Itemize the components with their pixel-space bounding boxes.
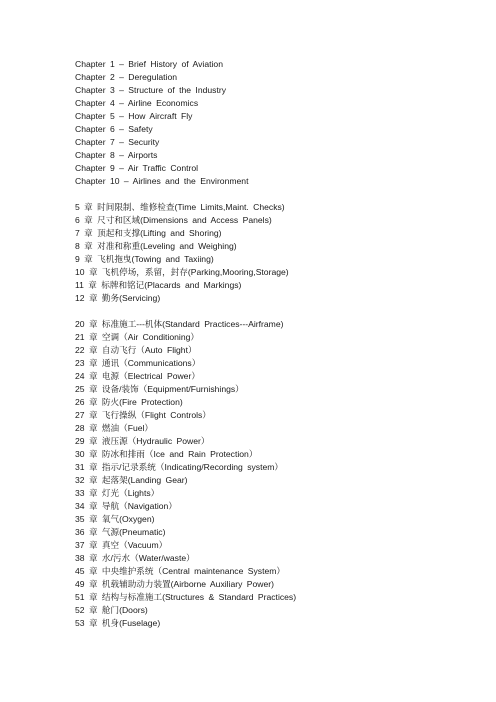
list-item: 24 章 电源（Electrical Power） xyxy=(75,371,200,381)
list-item: 21 章 空调（Air Conditioning） xyxy=(75,332,199,342)
list-item: 27 章 飞行操纵（Flight Controls） xyxy=(75,410,211,420)
list-item: 38 章 水/污水（Water/waste） xyxy=(75,553,195,563)
list-item: 5 章 时间限制、维修检查(Time Limits,Maint. Checks) xyxy=(75,202,285,212)
list-item: Chapter 3 – Structure of the Industry xyxy=(75,85,227,95)
list-item: 22 章 自动飞行（Auto Flight） xyxy=(75,345,197,355)
list-item: Chapter 7 – Security xyxy=(75,137,160,147)
list-item: 51 章 结构与标准施工(Structures & Standard Practices) xyxy=(75,592,297,602)
list-item: 9 章 飞机拖曳(Towing and Taxiing) xyxy=(75,254,214,264)
list-item: 6 章 尺寸和区域(Dimensions and Access Panels) xyxy=(75,215,272,225)
list-item: 31 章 指示/记录系统（Indicating/Recording system） xyxy=(75,462,284,472)
list-item: Chapter 6 – Safety xyxy=(75,124,153,134)
list-item: Chapter 8 – Airports xyxy=(75,150,158,160)
list-item: 28 章 燃油（Fuel） xyxy=(75,423,154,433)
list-item: 25 章 设备/装饰（Equipment/Furnishings） xyxy=(75,384,244,394)
list-item: 52 章 舱门(Doors) xyxy=(75,605,148,615)
list-item: 11 章 标牌和铭记(Placards and Markings) xyxy=(75,280,242,290)
list-item: Chapter 4 – Airline Economics xyxy=(75,98,199,108)
chapter-list xyxy=(75,58,475,188)
list-item: 26 章 防火(Fire Protection) xyxy=(75,397,183,407)
ata-chapter-list-general xyxy=(75,201,475,305)
list-item: Chapter 2 – Deregulation xyxy=(75,72,178,82)
list-item: 32 章 起落架(Landing Gear) xyxy=(75,475,188,485)
list-item: 33 章 灯光（Lights） xyxy=(75,488,160,498)
list-item: 34 章 导航（Navigation） xyxy=(75,501,177,511)
list-item: 30 章 防冰和排雨（Ice and Rain Protection） xyxy=(75,449,258,459)
list-item: 37 章 真空（Vacuum） xyxy=(75,540,168,550)
list-item: 20 章 标准施工---机体(Standard Practices---Airframe) xyxy=(75,319,284,329)
list-item: Chapter 10 – Airlines and the Environment xyxy=(75,176,249,186)
list-item: 36 章 气源(Pneumatic) xyxy=(75,527,166,537)
list-item: 12 章 勤务(Servicing) xyxy=(75,293,161,303)
list-item: 23 章 通讯（Communications） xyxy=(75,358,201,368)
list-item: 29 章 液压源（Hydraulic Power） xyxy=(75,436,210,446)
list-item: 8 章 对准和称重(Leveling and Weighing) xyxy=(75,241,237,251)
list-item: 7 章 顶起和支撑(Lifting and Shoring) xyxy=(75,228,222,238)
list-item: 53 章 机身(Fuselage) xyxy=(75,618,161,628)
list-item: 10 章 飞机停场，系留，封存(Parking,Mooring,Storage) xyxy=(75,267,289,277)
list-item: 45 章 中央维护系统（Central maintenance System） xyxy=(75,566,286,576)
list-item: 35 章 氧气(Oxygen) xyxy=(75,514,155,524)
list-item: 49 章 机载辅助动力装置(Airborne Auxiliary Power) xyxy=(75,579,275,589)
ata-chapter-list-systems xyxy=(75,318,475,630)
list-item: Chapter 9 – Air Traffic Control xyxy=(75,163,199,173)
list-item: Chapter 5 – How Aircraft Fly xyxy=(75,111,193,121)
list-item: Chapter 1 – Brief History of Aviation xyxy=(75,59,223,69)
